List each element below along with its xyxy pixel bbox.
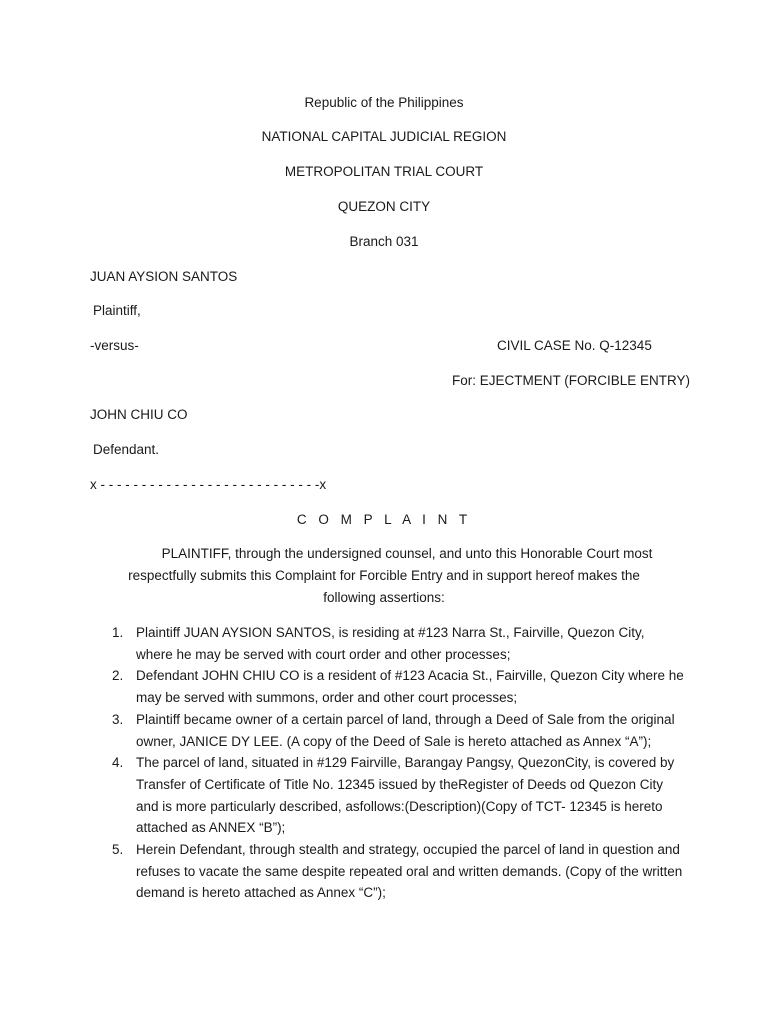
list-item-number: 4.: [112, 755, 124, 771]
defendant-name: JOHN CHIU CO: [90, 407, 188, 422]
court-heading: METROPOLITAN TRIAL COURT: [284, 164, 484, 179]
intro-text: PLAINTIFF, through the undersigned counsel, and unto this Honorable Court most respectfully submits this Complaint for Forcible Entry and in support hereof makes the following assertions:: [128, 546, 653, 605]
list-item-text: Defendant JOHN CHIU CO is a resident of #123 Acacia St., Fairville, Quezon City where he may be served with summons, order and other court processes;: [136, 668, 684, 706]
city-heading: QUEZON CITY: [337, 199, 431, 214]
list-item-number: 5.: [112, 842, 124, 858]
list-item-text: The parcel of land, situated in #129 Fairville, Barangay Pangsy, QuezonCity, is covered by Transfer of Certificate of Title No. 12345 issued by theRegister of Deeds od Quezon City and is more particularly described, asfollows:(Description)(Copy of TCT- 12345 is hereto attached as ANNEX “B”);: [136, 755, 675, 836]
list-item-text: Herein Defendant, through stealth and strategy, occupied the parcel of land in question and refuses to vacate the same despite repeated oral and written demands. (Copy of the written demand is hereto attached as Annex “C”);: [136, 842, 683, 901]
list-item: [0, 839, 684, 904]
versus-label: -versus-: [90, 338, 139, 353]
list-item-text: Plaintiff JUAN AYSION SANTOS, is residing at #123 Narra St., Fairville, Quezon City, where he may be served with court order and other processes;: [136, 625, 645, 662]
list-item: [0, 752, 684, 839]
list-item: [0, 665, 684, 708]
list-item: [0, 622, 684, 665]
complaint-title: C O M P L A I N T: [296, 512, 472, 527]
intro-paragraph: [110, 543, 658, 609]
list-item-number: 2.: [112, 668, 124, 684]
plaintiff-role: Plaintiff,: [93, 303, 141, 318]
list-item: [0, 709, 684, 752]
case-nature: For: EJECTMENT (FORCIBLE ENTRY): [452, 373, 691, 388]
list-item-text: Plaintiff became owner of a certain parcel of land, through a Deed of Sale from the original owner, JANICE DY LEE. (A copy of the Deed of Sale is hereto attached as Annex “A”);: [136, 711, 675, 749]
list-item-number: 3.: [112, 711, 124, 727]
allegations-list: [0, 622, 768, 904]
caption-separator: x - - - - - - - - - - - - - - - - - - - - - - - - - - -x: [90, 477, 327, 492]
region-heading: NATIONAL CAPITAL JUDICIAL REGION: [261, 129, 507, 144]
plaintiff-name: JUAN AYSION SANTOS: [90, 269, 238, 284]
list-item-number: 1.: [112, 625, 124, 640]
defendant-role: Defendant.: [93, 442, 160, 457]
branch-heading: Branch 031: [349, 234, 419, 249]
case-number: CIVIL CASE No. Q-12345: [497, 338, 652, 353]
republic-heading: Republic of the Philippines: [304, 95, 464, 110]
